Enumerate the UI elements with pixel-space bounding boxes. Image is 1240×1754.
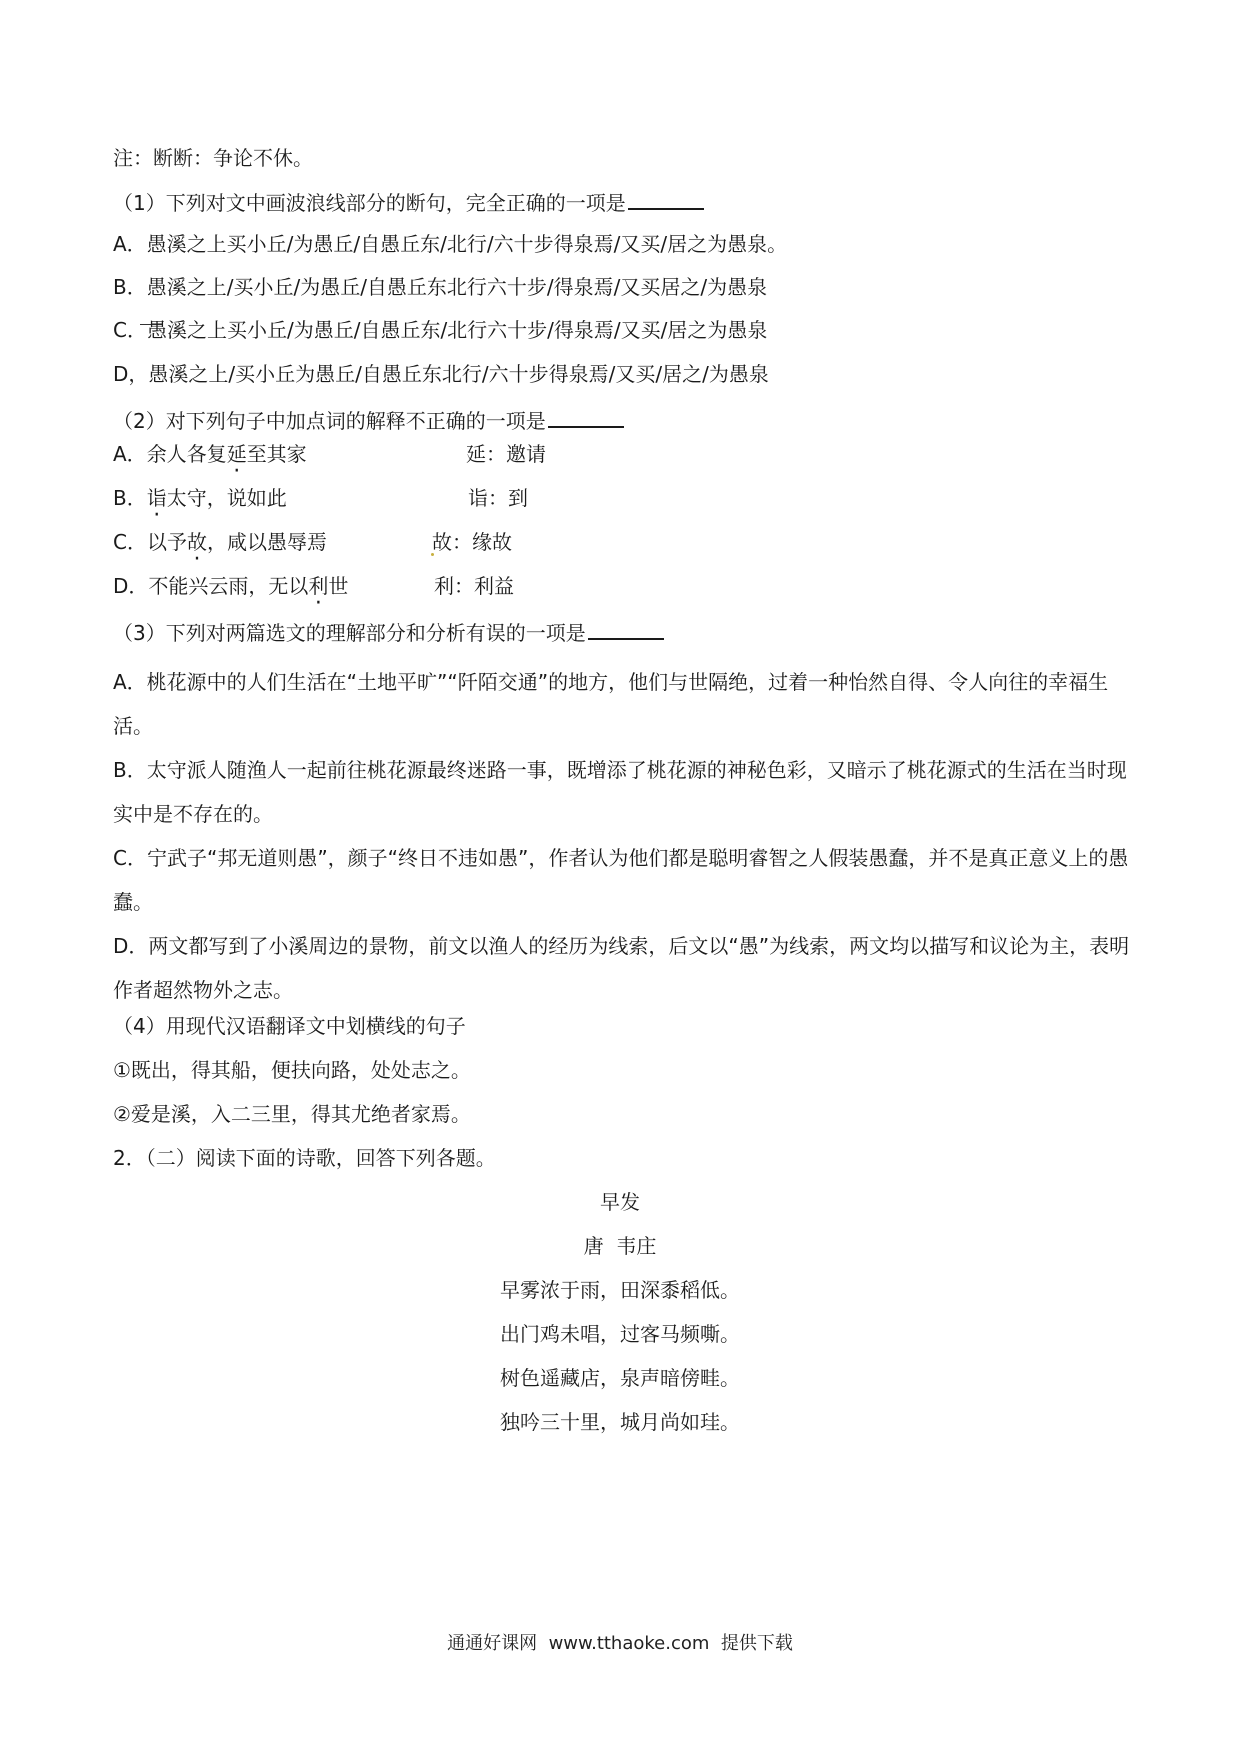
item-post: 至其家 bbox=[246, 442, 307, 466]
item-label: D． bbox=[113, 574, 149, 598]
q2-stem-text: （2）对下列句子中加点词的解释不正确的一项是 bbox=[113, 409, 546, 433]
q1-option-a: A．愚溪之上买小丘/为愚丘/自愚丘东/北行/六十步得泉焉/又买/居之为愚泉。 bbox=[113, 232, 788, 256]
q2-gloss-b: 诣：到 bbox=[468, 486, 528, 510]
item-pre: 不能兴云雨，无以 bbox=[148, 574, 309, 598]
poem-line-1: 早雾浓于雨，田深黍稻低。 bbox=[500, 1278, 740, 1302]
poem-line-2: 出门鸡未唱，过客马频嘶。 bbox=[500, 1322, 740, 1346]
note-line: 注：断断：争论不休。 bbox=[113, 146, 313, 170]
q2-stem bbox=[113, 404, 624, 435]
poem-line-4: 独吟三十里，城月尚如珪。 bbox=[500, 1410, 740, 1434]
section-heading: 2．（二）阅读下面的诗歌，回答下列各题。 bbox=[113, 1146, 496, 1170]
q2-gloss-c: 故：缘故 bbox=[432, 530, 512, 554]
q4-stem: （4）用现代汉语翻译文中划横线的句子 bbox=[113, 1014, 466, 1038]
dotted-word: 故 bbox=[186, 530, 207, 554]
answer-blank bbox=[628, 186, 704, 210]
answer-blank bbox=[548, 404, 624, 428]
item-label: C． bbox=[113, 530, 147, 554]
item-pre: 余人各复 bbox=[146, 442, 227, 466]
poem-author: 唐 韦庄 bbox=[583, 1234, 657, 1258]
poem-line-3: 树色遥藏店，泉声暗傍畦。 bbox=[500, 1366, 740, 1390]
item-post: 世 bbox=[328, 574, 349, 598]
q3-option-c: C．宁武子“邦无道则愚”，颜子“终日不违如愚”，作者认为他们都是聪明睿智之人假装愚蠢，并不是真正意义上的愚蠢。 bbox=[113, 846, 1129, 914]
q3-stem-text: （3）下列对两篇选文的理解部分和分析有误的一项是 bbox=[113, 621, 586, 645]
page-footer: 通通好课网 www.tthaoke.com 提供下载 bbox=[447, 1633, 793, 1654]
q2-item-c bbox=[113, 528, 327, 556]
q1-stem-text: （1）下列对文中画波浪线部分的断句，完全正确的一项是 bbox=[113, 191, 626, 215]
dotted-word: 延 bbox=[226, 442, 247, 466]
dotted-word: 利 bbox=[308, 574, 329, 598]
item-label: A． bbox=[113, 442, 147, 466]
q1-stem bbox=[113, 186, 704, 217]
q2-gloss-d: 利：利益 bbox=[434, 574, 514, 598]
item-post: 太守，说如此 bbox=[166, 486, 287, 510]
poem-title: 早发 bbox=[600, 1190, 640, 1214]
q1-option-c: C．愚溪之上买小丘/为愚丘/自愚丘东/北行六十步/得泉焉/又买/居之为愚泉 bbox=[113, 318, 768, 342]
q4-item-1: ①既出，得其船，便扶向路，处处志之。 bbox=[113, 1058, 471, 1082]
q2-item-a bbox=[113, 440, 307, 468]
q2-item-b bbox=[113, 484, 287, 512]
item-pre: 以予 bbox=[146, 530, 187, 554]
answer-blank bbox=[588, 616, 664, 640]
item-label: B． bbox=[113, 486, 147, 510]
q3-option-d: D．两文都写到了小溪周边的景物，前文以渔人的经历为线索，后文以“愚”为线索，两文均以描写和议论为主，表明作者超然物外之志。 bbox=[113, 934, 1130, 1002]
q4-item-2: ②爱是溪，入二三里，得其尤绝者家焉。 bbox=[113, 1102, 471, 1126]
q3-option-a: A．桃花源中的人们生活在“土地平旷”“阡陌交通”的地方，他们与世隔绝，过着一种怡然自得、令人向往的幸福生活。 bbox=[113, 670, 1109, 738]
q1-option-b: B．愚溪之上/买小丘/为愚丘/自愚丘东北行六十步/得泉焉/又买居之/为愚泉 bbox=[113, 275, 768, 299]
dotted-word: 诣 bbox=[146, 486, 167, 510]
item-post: ，咸以愚辱焉 bbox=[206, 530, 327, 554]
q3-stem bbox=[113, 616, 664, 647]
q3-option-b: B．太守派人随渔人一起前往桃花源最终迷路一事，既增添了桃花源的神秘色彩，又暗示了桃花源式的生活在当时现实中是不存在的。 bbox=[113, 758, 1127, 826]
q1-option-d: D，愚溪之上/买小丘为愚丘/自愚丘东北行/六十步得泉焉/又买/居之/为愚泉 bbox=[113, 362, 769, 386]
q2-gloss-a: 延：邀请 bbox=[466, 442, 546, 466]
q2-item-d bbox=[113, 572, 348, 600]
